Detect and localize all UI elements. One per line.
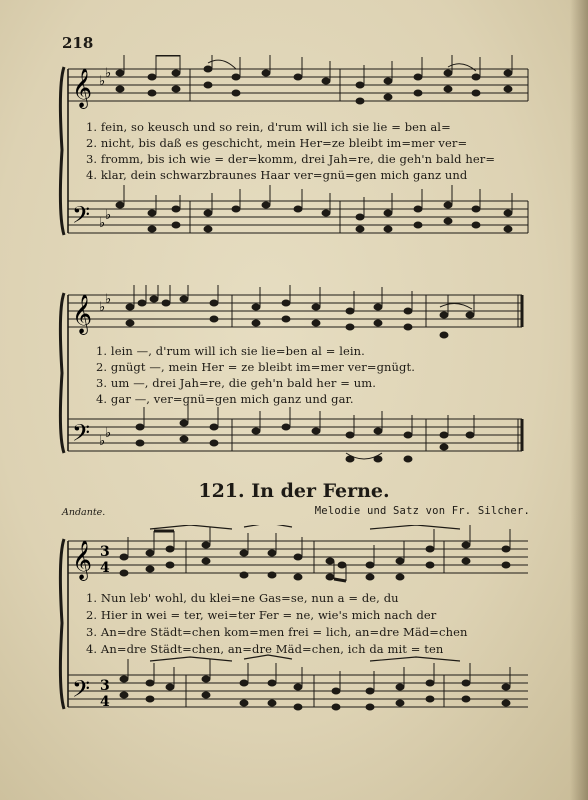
lyric-line-4: 4. klar, dein schwarzbraunes Haar ver=gnü=gen mich ganz und: [86, 168, 468, 182]
svg-text:𝄢: 𝄢: [72, 201, 91, 234]
svg-text:𝄢: 𝄢: [72, 419, 91, 452]
lyric-line-1: 1. Nun leb' wohl, du klei=ne Gas=se, nun a = de, du: [86, 591, 399, 605]
notation-system-3: [0, 525, 588, 800]
svg-text:♭: ♭: [99, 434, 106, 449]
lyric-line-2: 2. nicht, bis daß es geschicht, mein Her=ze bleibt im=mer ver=: [86, 136, 468, 150]
svg-text:♭: ♭: [105, 66, 112, 81]
composer-credit: Melodie und Satz von Fr. Silcher.: [314, 505, 530, 517]
svg-text:𝄢: 𝄢: [72, 675, 91, 708]
lyric-line-3: 3. An=dre Städt=chen kom=men frei = lich, an=dre Mäd=chen: [86, 625, 468, 639]
notation-system-1: [0, 55, 588, 245]
tempo-marking: Andante.: [62, 507, 106, 518]
svg-text:𝄞: 𝄞: [72, 540, 93, 580]
lyric-line-2: 2. Hier in wei = ter, wei=ter Fer = ne, wie's mich nach der: [86, 608, 437, 622]
svg-text:𝄞: 𝄞: [72, 294, 93, 334]
lyric-line-1: 1. lein —, d'rum will ich sie lie=ben al = lein.: [96, 344, 365, 358]
svg-text:𝄞: 𝄞: [72, 68, 93, 108]
lyric-line-4: 4. gar —, ver=gnü=gen mich ganz und gar.: [96, 392, 354, 406]
page-number: 218: [62, 34, 94, 52]
svg-text:♭: ♭: [99, 216, 106, 231]
lyric-line-1: 1. fein, so keusch und so rein, d'rum will ich sie lie = ben al=: [86, 120, 451, 134]
lyric-line-2: 2. gnügt —, mein Her = ze bleibt im=mer ver=gnügt.: [96, 360, 415, 374]
svg-text:♭: ♭: [105, 292, 112, 307]
song-title: 121. In der Ferne.: [198, 480, 390, 502]
svg-text:3: 3: [100, 678, 110, 694]
svg-text:4: 4: [100, 694, 110, 710]
lyric-line-4: 4. An=dre Städt=chen, an=dre Mäd=chen, ich da mit = ten: [86, 642, 444, 656]
svg-text:♭: ♭: [105, 208, 112, 223]
svg-text:♭: ♭: [99, 300, 106, 315]
svg-text:♭: ♭: [99, 74, 106, 89]
svg-text:3: 3: [100, 544, 110, 560]
music-system-2: [0, 285, 588, 470]
music-system-1: [0, 55, 588, 245]
lyric-line-3: 3. fromm, bis ich wie = der=komm, drei Jah=re, die geh'n bald her=: [86, 152, 496, 166]
lyric-line-3: 3. um —, drei Jah=re, die geh'n bald her = um.: [96, 376, 376, 390]
music-system-3: [0, 525, 588, 800]
svg-text:♭: ♭: [105, 426, 112, 441]
svg-text:4: 4: [100, 560, 110, 576]
